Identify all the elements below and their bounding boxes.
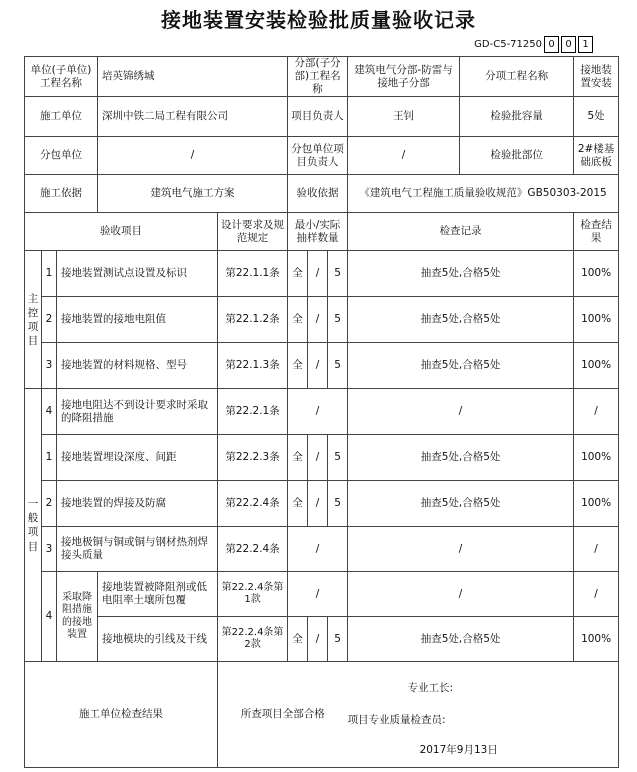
part-value: 2#楼基础底板 — [574, 137, 619, 175]
item-value: 接地装置安装 — [574, 57, 619, 97]
form-code-prefix: GD-C5-71250 — [474, 39, 542, 50]
general-group-label: 一 般 项 目 — [25, 389, 42, 662]
subcontractor-label: 分包单位 — [25, 137, 98, 175]
item-result: 100% — [574, 481, 619, 527]
item-clause: 第22.2.3条 — [218, 435, 288, 481]
col-record: 检查记录 — [348, 213, 574, 251]
item-clause: 第22.1.1条 — [218, 251, 288, 297]
item-result: 100% — [574, 343, 619, 389]
info-row — [25, 97, 619, 137]
item-name: 接地装置的接地电阻值 — [57, 297, 218, 343]
item-record: 抽查5处,合格5处 — [348, 251, 574, 297]
item-clause: 第22.2.4条第2款 — [218, 617, 288, 662]
pm-label: 项目负责人 — [288, 97, 348, 137]
accept-basis-value: 《建筑电气工程施工质量验收规范》GB50303-2015 — [348, 175, 619, 213]
sub-pm-label: 分包单位项目负责人 — [288, 137, 348, 175]
item-clause: 第22.1.3条 — [218, 343, 288, 389]
sample-slash: / — [308, 343, 328, 389]
item-result: 100% — [574, 251, 619, 297]
item-record: / — [348, 389, 574, 435]
table-row — [25, 435, 619, 481]
item4-group-label: 采取降阻措施的接地装置 — [57, 572, 98, 662]
sample-actual: 5 — [328, 435, 348, 481]
item-no: 2 — [42, 297, 57, 343]
basis-value: 建筑电气施工方案 — [98, 175, 288, 213]
item-result: 100% — [574, 297, 619, 343]
sample-actual: 5 — [328, 617, 348, 662]
table-row — [25, 481, 619, 527]
sample-slash: / — [308, 481, 328, 527]
item-name: 接地装置埋设深度、间距 — [57, 435, 218, 481]
item-clause: 第22.2.4条第1款 — [218, 572, 288, 617]
table-row — [25, 251, 619, 297]
item-clause: 第22.1.2条 — [218, 297, 288, 343]
column-header-row — [25, 213, 619, 251]
info-row — [25, 175, 619, 213]
item-name: 接地电阻达不到设计要求时采取的降阻措施 — [57, 389, 218, 435]
item-no: 2 — [42, 481, 57, 527]
item-record: / — [348, 572, 574, 617]
item-no: 4 — [42, 389, 57, 435]
foreman-label: 专业工长: — [407, 682, 454, 695]
item-name: 接地极铜与铜或铜与钢材热剂焊接头质量 — [57, 527, 218, 572]
table-row — [25, 343, 619, 389]
info-row — [25, 137, 619, 175]
sample-actual: 5 — [328, 343, 348, 389]
item-sample: / — [288, 527, 348, 572]
form-code — [474, 36, 593, 53]
main-group-label: 主 控 项 目 — [25, 251, 42, 389]
item-no: 3 — [42, 527, 57, 572]
item-result: 100% — [574, 435, 619, 481]
info-row — [25, 57, 619, 97]
sub-label: 分部(子分部)工程名称 — [288, 57, 348, 97]
sample-min: 全 — [288, 251, 308, 297]
document-title: 接地装置安装检验批质量验收记录 — [161, 8, 476, 32]
conclusion-label: 施工单位检查结果 — [25, 662, 218, 768]
inspection-date: 2017年9月13日 — [419, 744, 498, 757]
item-sample: / — [288, 389, 348, 435]
sample-min: 全 — [288, 481, 308, 527]
item-name: 接地装置测试点设置及标识 — [57, 251, 218, 297]
item-result: 100% — [574, 617, 619, 662]
sample-slash: / — [308, 435, 328, 481]
table-row — [25, 572, 619, 617]
subcontractor-value: / — [98, 137, 288, 175]
sample-slash: / — [308, 617, 328, 662]
item-no: 1 — [42, 251, 57, 297]
item-record: 抽查5处,合格5处 — [348, 481, 574, 527]
conclusion-row — [25, 662, 619, 768]
table-row — [25, 389, 619, 435]
item-result: / — [574, 527, 619, 572]
sample-actual: 5 — [328, 297, 348, 343]
item-record: 抽查5处,合格5处 — [348, 435, 574, 481]
col-design: 设计要求及规范规定 — [218, 213, 288, 251]
part-label: 检验批部位 — [460, 137, 574, 175]
signature-block — [348, 662, 619, 768]
sample-actual: 5 — [328, 481, 348, 527]
table-row — [25, 527, 619, 572]
item-record: 抽查5处,合格5处 — [348, 617, 574, 662]
sample-min: 全 — [288, 343, 308, 389]
sub-pm-value: / — [348, 137, 460, 175]
col-item: 验收项目 — [25, 213, 218, 251]
item-clause: 第22.2.4条 — [218, 481, 288, 527]
sample-min: 全 — [288, 297, 308, 343]
pm-value: 王钊 — [348, 97, 460, 137]
sample-slash: / — [308, 297, 328, 343]
item-name: 接地装置的焊接及防腐 — [57, 481, 218, 527]
item-name: 接地装置的材料规格、型号 — [57, 343, 218, 389]
sample-min: 全 — [288, 617, 308, 662]
item-clause: 第22.2.4条 — [218, 527, 288, 572]
capacity-value: 5处 — [574, 97, 619, 137]
item-record: 抽查5处,合格5处 — [348, 343, 574, 389]
item-result: / — [574, 572, 619, 617]
item-clause: 第22.2.1条 — [218, 389, 288, 435]
item-record: / — [348, 527, 574, 572]
inspection-table — [24, 56, 619, 768]
col-result: 检查结果 — [574, 213, 619, 251]
constructor-value: 深圳中铁二局工程有限公司 — [98, 97, 288, 137]
inspector-label: 项目专业质量检查员: — [347, 714, 446, 727]
basis-label: 施工依据 — [25, 175, 98, 213]
constructor-label: 施工单位 — [25, 97, 98, 137]
capacity-label: 检验批容量 — [460, 97, 574, 137]
item-sample: / — [288, 572, 348, 617]
item-record: 抽查5处,合格5处 — [348, 297, 574, 343]
item-no: 4 — [42, 572, 57, 662]
code-box: 1 — [578, 36, 593, 53]
item-no: 1 — [42, 435, 57, 481]
sub-value: 建筑电气分部-防雷与接地子分部 — [348, 57, 460, 97]
code-box: 0 — [544, 36, 559, 53]
conclusion-value: 所查项目全部合格 — [218, 662, 348, 768]
item-name: 接地装置被降阻剂或低电阻率土壤所包覆 — [98, 572, 218, 617]
unit-label: 单位(子单位)工程名称 — [25, 57, 98, 97]
table-row — [25, 297, 619, 343]
sample-actual: 5 — [328, 251, 348, 297]
table-row — [25, 617, 619, 662]
item-result: / — [574, 389, 619, 435]
sample-min: 全 — [288, 435, 308, 481]
code-box: 0 — [561, 36, 576, 53]
item-name: 接地模块的引线及干线 — [98, 617, 218, 662]
unit-value: 培英锦绣城 — [98, 57, 288, 97]
accept-basis-label: 验收依据 — [288, 175, 348, 213]
item-label: 分项工程名称 — [460, 57, 574, 97]
item-no: 3 — [42, 343, 57, 389]
col-sample: 最小/实际抽样数量 — [288, 213, 348, 251]
sample-slash: / — [308, 251, 328, 297]
